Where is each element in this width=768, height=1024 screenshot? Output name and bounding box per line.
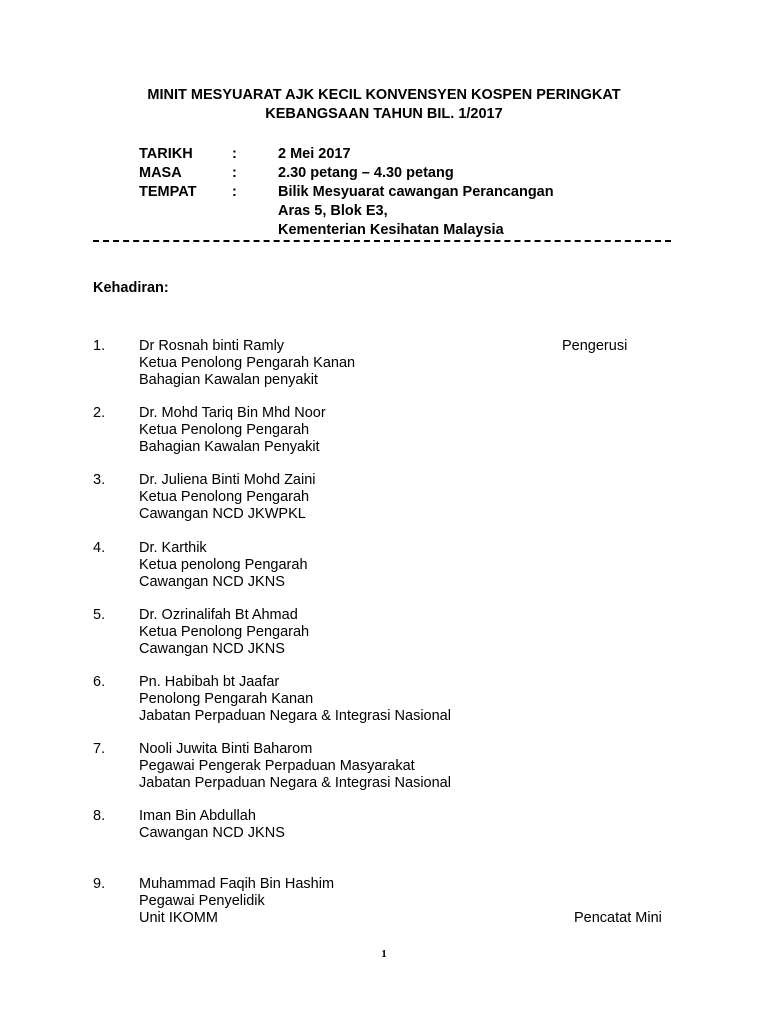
meeting-detail-value: Bilik Mesyuarat cawangan Perancangan <box>278 184 554 200</box>
attendee-name: Iman Bin Abdullah <box>139 808 256 825</box>
attendee-detail-line: Bahagian Kawalan penyakit <box>139 372 318 388</box>
attendee-number: 4. <box>93 539 106 556</box>
attendee-item <box>93 741 683 808</box>
dashed-divider <box>93 240 671 242</box>
attendee-name: Dr. Ozrinalifah Bt Ahmad <box>139 606 298 623</box>
meeting-detail-label: TARIKH <box>139 146 193 162</box>
attendee-name: Dr Rosnah binti Ramly <box>139 338 285 354</box>
attendee-item <box>93 607 683 674</box>
attendee-number: 6. <box>93 673 106 690</box>
attendee-details <box>139 472 316 523</box>
attendee-name: Dr. Juliena Binti Mohd Zaini <box>139 472 316 489</box>
attendee-detail-line: Cawangan NCD JKNS <box>139 825 285 842</box>
attendee-name: Dr. Mohd Tariq Bin Mhd Noor <box>139 405 326 422</box>
attendee-detail-line: Cawangan NCD JKNS <box>139 640 285 657</box>
attendee-detail-line: Ketua Penolong Pengarah <box>139 489 310 506</box>
attendee-details <box>139 405 326 456</box>
attendee-number: 9. <box>93 875 106 892</box>
attendee-name: Nooli Juwita Binti Baharom <box>139 741 313 758</box>
attendee-details <box>139 607 309 658</box>
meeting-detail-value: 2 Mei 2017 <box>278 146 351 162</box>
attendee-details <box>139 540 308 591</box>
attendee-item <box>93 405 683 472</box>
attendee-detail-line: Cawangan NCD JKNS <box>139 573 285 590</box>
meeting-detail-label: MASA <box>139 165 182 181</box>
attendee-detail-line: Ketua penolong Pengarah <box>139 556 308 573</box>
attendee-item <box>93 338 683 405</box>
attendee-detail-line: Ketua Penolong Pengarah Kanan <box>139 355 356 371</box>
attendee-details <box>139 741 451 792</box>
title-line-2: KEBANGSAAN TAHUN BIL. 1/2017 <box>265 106 503 122</box>
attendee-detail-line: Pegawai Pengerak Perpaduan Masyarakat <box>139 758 415 775</box>
meeting-detail-value: 2.30 petang – 4.30 petang <box>278 165 454 181</box>
attendee-detail-line: Jabatan Perpaduan Negara & Integrasi Nasional <box>139 775 451 792</box>
meeting-detail-label: TEMPAT <box>139 184 197 200</box>
attendee-detail-line: Jabatan Perpaduan Negara & Integrasi Nasional <box>139 707 451 724</box>
attendee-details <box>139 674 451 725</box>
attendee-detail-line: Cawangan NCD JKWPKL <box>139 506 306 523</box>
attendee-details <box>139 808 285 842</box>
attendee-item <box>93 674 683 741</box>
attendee-details <box>139 338 355 389</box>
meeting-detail-value: Kementerian Kesihatan Malaysia <box>278 222 504 238</box>
attendee-number: 2. <box>93 405 106 422</box>
attendee-item <box>93 540 683 607</box>
title-line-1: MINIT MESYUARAT AJK KECIL KONVENSYEN KOSPEN PERINGKAT <box>147 87 621 103</box>
attendee-name: Pn. Habibah bt Jaafar <box>139 673 280 690</box>
attendee-detail-line: Penolong Pengarah Kanan <box>139 690 314 707</box>
attendee-item <box>93 876 683 943</box>
attendee-detail-line: Ketua Penolong Pengarah <box>139 422 310 439</box>
meeting-detail-colon: : <box>232 184 237 200</box>
attendee-number: 3. <box>93 472 106 489</box>
attendee-number: 1. <box>93 338 106 354</box>
attendee-detail-line: Pegawai Penyelidik <box>139 892 265 909</box>
document-title <box>0 86 768 124</box>
attendee-name: Dr. Karthik <box>139 539 207 556</box>
attendee-detail-line: Bahagian Kawalan Penyakit <box>139 439 320 456</box>
page-number: 1 <box>381 948 387 960</box>
attendee-number: 7. <box>93 741 106 758</box>
attendee-details <box>139 876 334 927</box>
attendee-number: 8. <box>93 808 106 825</box>
attendance-heading: Kehadiran: <box>93 280 169 296</box>
attendee-item <box>93 808 683 875</box>
attendee-role: Pengerusi <box>562 338 628 354</box>
attendee-item <box>93 472 683 539</box>
attendee-detail-line: Ketua Penolong Pengarah <box>139 623 310 640</box>
attendee-detail-line: Unit IKOMM <box>139 909 218 926</box>
meeting-detail-colon: : <box>232 165 237 181</box>
meeting-detail-colon: : <box>232 146 237 162</box>
attendee-name: Muhammad Faqih Bin Hashim <box>139 875 335 892</box>
meeting-detail-value: Aras 5, Blok E3, <box>278 203 388 219</box>
attendee-role: Pencatat Mini <box>574 909 662 926</box>
attendee-list <box>93 338 683 943</box>
attendee-number: 5. <box>93 606 106 623</box>
